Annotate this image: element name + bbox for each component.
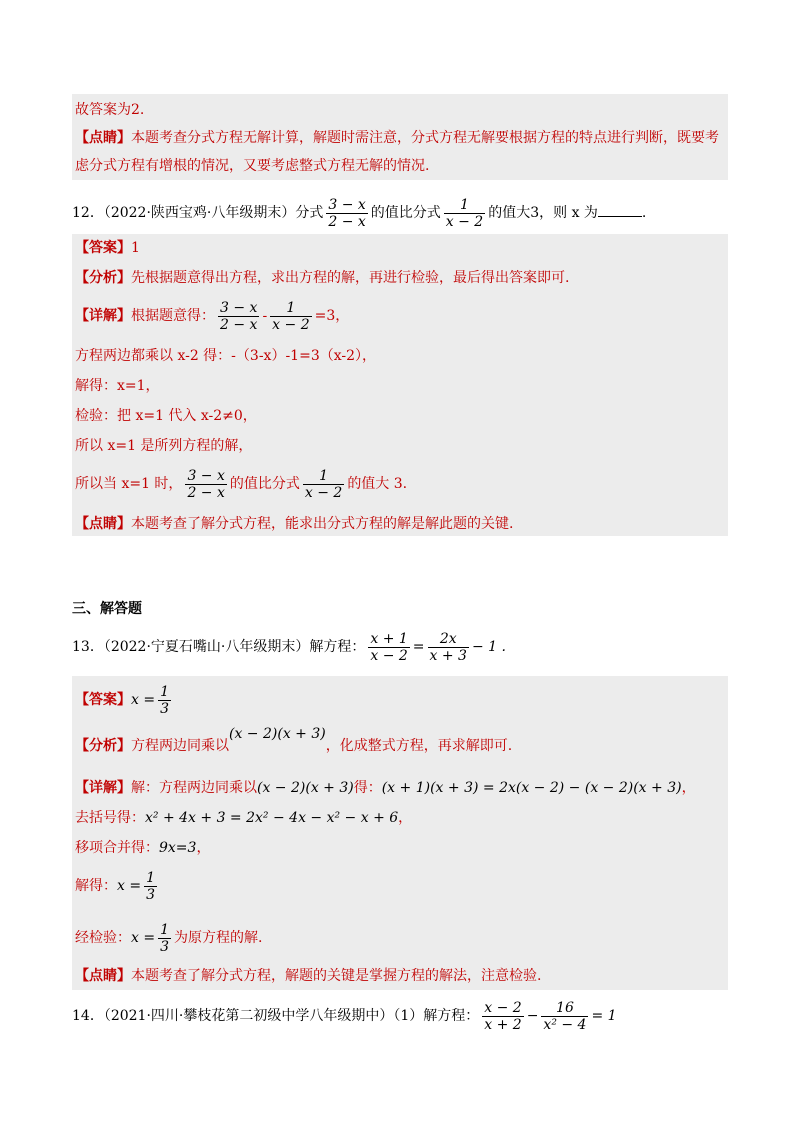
q12-step5-frac-2: $\frac{1}{x - 2}$ <box>304 467 343 501</box>
q13-fraction-2: $\frac{2x}{x + 3}$ <box>429 630 467 664</box>
comment-text-1: 本题考查分式方程无解计算，解题时需注意，分式方程无解要根据方程的特点进行判断，既要考 <box>131 130 719 146</box>
comment-line-1 <box>75 128 719 148</box>
q12-step-3: 检验：把 x=1 代入 x-2≠0， <box>75 408 257 424</box>
q13-analysis: 【分析】方程两边同乘以(x − 2)(x + 3)，化成整式方程，再求解即可. <box>75 726 513 754</box>
question-13: 13．（2022·宁夏石嘴山·八年级期末）解方程： $\frac{x + 1}{x - 2}$ = $\frac{2x}{x + 3}$ − 1 . <box>72 630 506 664</box>
q13-step-1: 去括号得：x² + 4x + 3 = 2x² − 4x − x² − x + 6， <box>75 810 413 826</box>
answer-blank <box>598 202 642 217</box>
q13-step-2: 移项合并得：9x=3， <box>75 840 211 856</box>
q14-fraction-1: $\frac{x - 2}{x + 2}$ <box>484 999 522 1033</box>
q12-step5-frac-1: $\frac{3 - x}{2 - x}$ <box>187 467 225 501</box>
q12-answer: 【答案】1 <box>75 240 140 256</box>
comment-line-2: 虑分式方程有增根的情况，又要考虑整式方程无解的情况. <box>75 158 430 174</box>
q12-step-1: 方程两边都乘以 x-2 得：-（3-x）-1=3（x-2）， <box>75 348 377 364</box>
q12-fraction-1: $\frac{3 - x}{2 - x}$ <box>328 196 366 230</box>
q13-step4-frac: $\frac{1}{3}$ <box>160 921 169 955</box>
q12-detail-frac-2: $\frac{1}{x - 2}$ <box>272 299 310 333</box>
q13-fraction-1: $\frac{x + 1}{x - 2}$ <box>370 630 408 664</box>
q12-detail-frac-1: $\frac{3 - x}{2 - x}$ <box>220 299 258 333</box>
q12-fraction-2: $\frac{1}{x - 2}$ <box>445 196 484 230</box>
question-12: 12．（2022·陕西宝鸡·八年级期末）分式 $\frac{3 - x}{2 - x}$ 的值比分式 $\frac{1}{x - 2}$ 的值大3，则 x 为 . <box>72 196 647 230</box>
q13-step3-frac: $\frac{1}{3}$ <box>146 869 155 903</box>
section-heading: 三、解答题 <box>72 601 142 617</box>
q12-comment: 【点睛】本题考查了解分式方程，能求出分式方程的解是解此题的关键. <box>75 516 514 532</box>
answer-line: 故答案为2. <box>75 102 145 118</box>
q12-suffix: 的值大3，则 x 为 <box>488 205 598 221</box>
q12-mid: 的值比分式 <box>370 205 441 221</box>
q13-comment: 【点睛】本题考查了解分式方程，解题的关键是掌握方程的解法，注意检验. <box>75 968 542 984</box>
q14-fraction-2: $\frac{16}{\text{x² − 4}}$ <box>543 999 587 1033</box>
q12-step-5: 所以当 x=1 时， $\frac{3 - x}{2 - x}$ 的值比分式 $\frac{1}{x - 2}$ 的值大 3. <box>75 467 408 501</box>
q12-detail: 【详解】根据题意得： $\frac{3 - x}{2 - x}$ - $\frac{1}{x - 2}$ =3， <box>75 299 350 333</box>
comment-tag: 【点睛】 <box>75 130 131 146</box>
q13-detail: 【详解】解：方程两边同乘以(x − 2)(x + 3)得：(x + 1)(x + 3) = 2x(x − 2) − (x − 2)(x + 3)， <box>75 780 696 796</box>
q13-step-3: 解得：x = $\frac{1}{3}$ <box>75 869 155 903</box>
q13-step-4: 经检验：x = $\frac{1}{3}$ 为原方程的解. <box>75 921 263 955</box>
q12-step-4: 所以 x=1 是所列方程的解， <box>75 438 253 454</box>
q13-answer-frac: $\frac{1}{3}$ <box>160 683 169 717</box>
q12-step-2: 解得：x=1， <box>75 378 160 394</box>
q12-analysis: 【分析】先根据题意得出方程，求出方程的解，再进行检验，最后得出答案即可. <box>75 270 570 286</box>
question-14: 14．（2021·四川·攀枝花第二初级中学八年级期中）（1）解方程： $\frac{x - 2}{x + 2}$ − $\frac{16}{\text{x² − 4}}$ = 1 <box>72 999 617 1033</box>
q13-answer: 【答案】x = $\frac{1}{3}$ <box>75 683 169 717</box>
q12-prefix: 12．（2022·陕西宝鸡·八年级期末）分式 <box>72 205 324 221</box>
